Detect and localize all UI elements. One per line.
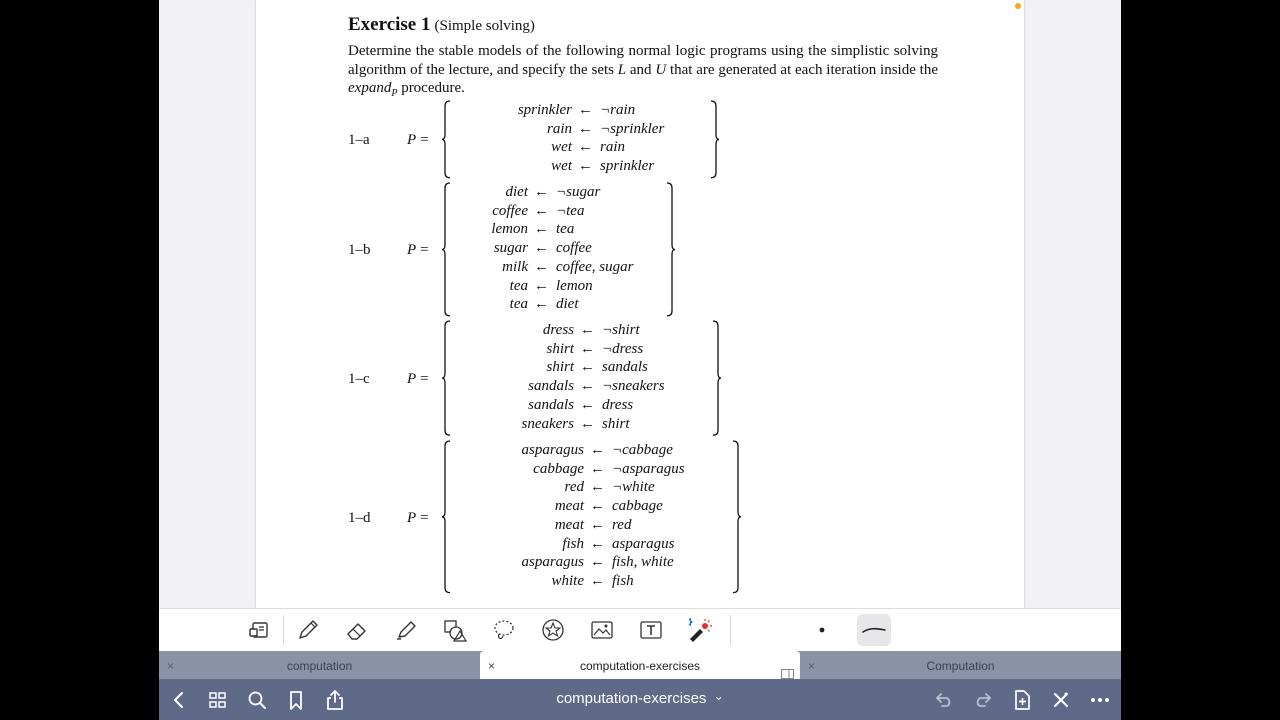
intro-expand: expand (348, 80, 392, 97)
more-icon[interactable] (1089, 689, 1111, 711)
eraser-icon[interactable] (344, 617, 370, 643)
intro-text-2: that are generated at each iteration inside the (666, 61, 938, 78)
rule-arrow: ← (590, 460, 605, 477)
highlighter-icon[interactable] (393, 617, 419, 643)
problem-label: 1–b (348, 242, 371, 259)
intro-text-3: procedure. (397, 80, 465, 97)
rule-head: asparagus (521, 442, 584, 458)
problem-label: 1–d (348, 509, 371, 526)
rule-arrow: ← (580, 340, 595, 357)
rule-body: sandals (602, 359, 648, 376)
rule-arrow: ← (534, 296, 549, 313)
rule-body: shirt (602, 415, 630, 432)
rule-body: fish, white (612, 554, 674, 571)
rule-arrow: ← (590, 516, 605, 533)
rule-body: rain (600, 139, 626, 156)
problem-1–b (348, 184, 768, 325)
rule-arrow: ← (578, 102, 593, 118)
rule-arrow: ← (590, 498, 605, 515)
intro-set-l: L (617, 61, 627, 78)
program-symbol: P (407, 371, 417, 388)
image-icon[interactable] (589, 617, 615, 643)
program-rule (348, 461, 768, 479)
rule-head: sandals (528, 378, 574, 395)
program-rule (348, 378, 768, 396)
rule-arrow: ← (578, 139, 593, 156)
program-rule (348, 479, 768, 497)
rule-head: dress (542, 322, 574, 338)
rule-arrow: ← (590, 535, 605, 552)
program-symbol: P (407, 509, 417, 526)
rule-arrow: ← (590, 442, 605, 458)
rule-arrow: ← (590, 479, 605, 496)
rule-head: cabbage (533, 460, 584, 477)
rule-arrow: ← (534, 184, 549, 200)
rule-body: dress (602, 396, 634, 413)
rule-body: ¬rain (600, 102, 636, 118)
rule-head: coffee (492, 202, 528, 219)
pencil-stroke-icon[interactable] (857, 614, 891, 646)
app-window (159, 0, 1121, 720)
exercise-title-text: Exercise 1 (348, 14, 431, 35)
program-rule (348, 536, 768, 554)
equals-sign: = (420, 132, 429, 149)
page-view-icon[interactable] (247, 617, 273, 643)
program-rule (348, 341, 768, 359)
tab-close-icon[interactable]: × (488, 659, 496, 673)
intro-and: and (626, 61, 656, 78)
rule-body: diet (556, 296, 579, 313)
exercise-instructions (348, 42, 938, 104)
rule-body: ¬cabbage (612, 442, 673, 458)
rule-body: tea (556, 221, 575, 238)
exercise-subtitle: (Simple solving) (434, 18, 535, 34)
program-rule (348, 158, 768, 176)
rule-body: coffee (556, 240, 592, 257)
program-rule (348, 573, 768, 591)
rule-arrow: ← (534, 202, 549, 219)
tab-label: computation-exercises (579, 659, 701, 673)
exercise-title (348, 14, 535, 36)
program-rule (348, 184, 768, 202)
rule-head: lemon (491, 221, 528, 238)
program-rule (348, 259, 768, 277)
rule-body: ¬tea (556, 202, 585, 219)
rule-head: meat (554, 498, 584, 515)
rule-arrow: ← (578, 158, 593, 175)
rule-head: wet (551, 158, 572, 175)
rule-body: ¬asparagus (612, 460, 685, 477)
annotation-toolbar (159, 608, 1121, 652)
intro-expand-sub: P (391, 88, 398, 100)
program-rule (348, 102, 768, 120)
program-rule (348, 416, 768, 434)
program-rule (348, 121, 768, 139)
tab-close-icon[interactable]: × (167, 659, 175, 673)
status-dot (1015, 3, 1021, 9)
rule-head: sandals (528, 396, 574, 413)
program-symbol: P (407, 132, 417, 149)
rule-head: shirt (546, 359, 574, 376)
rule-body: cabbage (612, 498, 663, 515)
toolbar-divider (730, 615, 731, 645)
program-rule (348, 554, 768, 572)
stroke-size-dot-icon[interactable] (809, 617, 835, 643)
rule-body: ¬shirt (602, 322, 640, 338)
rule-head: asparagus (521, 554, 584, 571)
rule-head: tea (509, 277, 528, 294)
program-rule (348, 221, 768, 239)
program-rule (348, 322, 768, 340)
rule-head: red (564, 479, 584, 496)
problem-label: 1–c (348, 371, 370, 388)
lasso-icon[interactable] (491, 617, 517, 643)
program-rule (348, 517, 768, 535)
rule-head: fish (562, 535, 584, 552)
rule-arrow: ← (534, 240, 549, 257)
navigation-bar (159, 679, 1121, 720)
pen-icon[interactable] (295, 617, 321, 643)
toolbar-divider (283, 615, 284, 645)
rule-arrow: ← (590, 554, 605, 571)
problem-label: 1–a (348, 132, 370, 149)
rule-arrow: ← (580, 415, 595, 432)
rule-arrow: ← (580, 322, 595, 338)
tab-computation-2[interactable] (800, 651, 1121, 679)
rule-head: shirt (546, 340, 574, 357)
program-rule (348, 278, 768, 296)
rule-head: diet (505, 184, 528, 200)
problem-1–a (348, 102, 768, 187)
rule-body: ¬sprinkler (600, 120, 665, 137)
rule-body: ¬sugar (556, 184, 601, 200)
rule-body: ¬dress (602, 340, 644, 357)
tab-computation[interactable] (159, 651, 480, 679)
rule-arrow: ← (534, 221, 549, 238)
redo-icon[interactable] (972, 689, 994, 711)
tab-close-icon[interactable]: × (808, 659, 816, 673)
tab-computation-exercises[interactable] (480, 651, 800, 680)
document-page[interactable] (256, 0, 1024, 608)
rule-body: ¬sneakers (602, 378, 665, 395)
tab-bar (159, 651, 1121, 679)
rule-head: milk (502, 258, 528, 275)
sticker-icon[interactable] (540, 617, 566, 643)
chevron-down-icon: ⌄ (713, 689, 724, 703)
undo-icon[interactable] (933, 689, 955, 711)
program-rule (348, 498, 768, 516)
rule-head: white (551, 572, 584, 589)
rule-body: coffee, sugar (556, 258, 634, 275)
split-view-icon[interactable] (781, 660, 794, 670)
rule-body: ¬white (612, 479, 655, 496)
text-icon[interactable] (638, 617, 664, 643)
tab-label: computation (286, 659, 353, 673)
rule-head: sugar (493, 240, 528, 257)
equals-sign: = (420, 509, 429, 526)
add-page-icon[interactable] (1011, 689, 1033, 711)
rule-head: wet (551, 139, 572, 156)
close-annotation-icon[interactable] (1050, 689, 1072, 711)
tab-label: Computation (926, 659, 995, 673)
rule-arrow: ← (590, 572, 605, 589)
rule-head: sneakers (521, 415, 574, 432)
intro-text-1: Determine the stable models of the following normal logic programs using the simplistic solving algorithm of the lecture, and specify the sets (348, 43, 938, 78)
rule-head: meat (554, 516, 584, 533)
shapes-icon[interactable] (441, 617, 467, 643)
intro-set-u: U (655, 61, 667, 78)
program-rule (348, 397, 768, 415)
rule-head: rain (546, 120, 572, 137)
equals-sign: = (420, 371, 429, 388)
rule-arrow: ← (534, 258, 549, 275)
program-symbol: P (407, 242, 417, 259)
program-rule (348, 139, 768, 157)
rule-body: sprinkler (600, 158, 655, 175)
rule-body: fish (612, 572, 634, 589)
equals-sign: = (420, 242, 429, 259)
laser-pointer-icon[interactable] (686, 617, 712, 643)
rule-arrow: ← (580, 359, 595, 376)
rule-head: sprinkler (517, 102, 572, 118)
rule-head: tea (509, 296, 528, 313)
rule-arrow: ← (534, 277, 549, 294)
problem-1–d (348, 442, 768, 602)
rule-body: asparagus (612, 535, 675, 552)
rule-arrow: ← (580, 396, 595, 413)
problem-1–c (348, 322, 768, 444)
rule-body: lemon (556, 277, 593, 294)
program-rule (348, 240, 768, 258)
rule-arrow: ← (578, 120, 593, 137)
program-rule (348, 296, 768, 314)
program-rule (348, 442, 768, 460)
program-rule (348, 203, 768, 221)
rule-arrow: ← (580, 378, 595, 395)
program-rule (348, 359, 768, 377)
rule-body: red (612, 516, 632, 533)
document-title-text: computation-exercises (556, 690, 707, 707)
